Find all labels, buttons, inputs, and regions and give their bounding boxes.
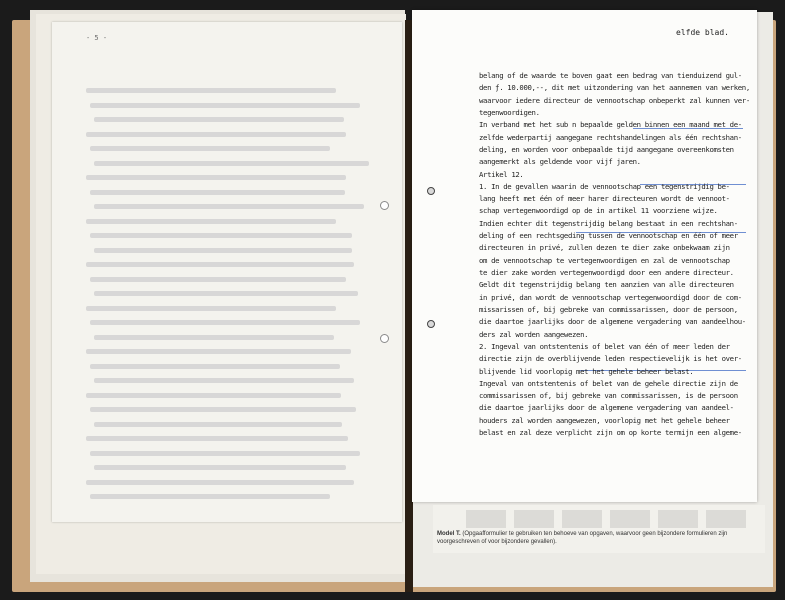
form-note xyxy=(437,530,759,546)
bleedthrough-line xyxy=(90,320,360,325)
punch-hole-right-lower xyxy=(427,320,435,328)
bleedthrough-line xyxy=(94,465,346,470)
text-line: missarissen of, bij gebreke van commissarissen, door de persoon, xyxy=(479,304,738,314)
bleedthrough-line xyxy=(94,291,358,296)
text-line: commissarissen of, bij gebreke van commissarissen, is de persoon xyxy=(479,391,738,401)
left-page-header: - 5 - xyxy=(86,34,108,42)
text-line: Indien echter dit tegenstrijdig belang bestaat in een rechtshan- xyxy=(479,218,738,228)
text-line: waarvoor iedere directeur de vennootschap onbeperkt zal kunnen ver- xyxy=(479,95,750,105)
bleedthrough-line xyxy=(86,436,348,441)
text-line: den ƒ. 10.000,--, dit met uitzondering van het aannemen van werken, xyxy=(479,83,750,93)
punch-hole-left-lower xyxy=(380,334,389,343)
text-line: die daartoe jaarlijks door de algemene vergadering van aandeelhou- xyxy=(479,317,746,327)
text-line: 1. In de gevallen waarin de vennootschap een tegenstrijdig be- xyxy=(479,181,730,191)
text-line: schap vertegenwoordigd op de in artikel 11 voorziene wijze. xyxy=(479,206,718,216)
bleedthrough-line xyxy=(94,422,342,427)
form-ghost-print xyxy=(466,510,746,528)
bleedthrough-line xyxy=(90,364,340,369)
bleedthrough-line xyxy=(90,277,346,282)
text-line: In verband met het sub n bepaalde gelden binnen een maand met de- xyxy=(479,120,742,130)
text-line: lang heeft met één of meer harer directeuren wordt de vennoot- xyxy=(479,194,730,204)
bleedthrough-line xyxy=(86,306,336,311)
bleedthrough-line xyxy=(86,349,351,354)
bleedthrough-line xyxy=(90,233,352,238)
text-line: deling of een rechtsgeding tussen de vennootschap en één of meer xyxy=(479,231,738,241)
text-line: belast en zal deze verplicht zijn om op korte termijn een algeme- xyxy=(479,428,742,438)
bleedthrough-line xyxy=(90,190,345,195)
text-line: te dier zake worden vertegenwoordigd door een andere directeur. xyxy=(479,268,734,277)
text-line: aangemerkt als geldende voor vijf jaren. xyxy=(479,157,641,167)
text-line: Geldt dit tegenstrijdig belang ten aanzien van alle directeuren xyxy=(479,280,734,290)
text-line: directie zijn de overblijvende leden respectievelijk is het over- xyxy=(479,354,742,364)
bleedthrough-line xyxy=(90,494,330,499)
form-note-text: (Opgaafformulier te gebruiken ten behoeve van opgaven, waarvoor geen bijzondere formulieren zijn voorgeschreven of voor bijzondere gevallen). xyxy=(437,531,728,545)
form-model-label: Model T. xyxy=(437,531,461,537)
bleedthrough-line xyxy=(94,117,344,122)
document-body-text xyxy=(479,70,759,439)
bleedthrough-line xyxy=(86,262,354,267)
punch-hole-left-upper xyxy=(380,201,389,210)
text-line: zelfde wederpartij aangegane rechtshandelingen als één rechtshan- xyxy=(479,132,742,142)
text-line: belang of de waarde te boven gaat een bedrag van tienduizend gul- xyxy=(479,71,742,80)
bleedthrough-line xyxy=(90,451,360,456)
text-line: Ingeval van ontstentenis of belet van de gehele directie zijn de xyxy=(479,378,738,388)
bleedthrough-line xyxy=(86,88,336,93)
bleedthrough-line xyxy=(94,161,369,166)
text-line: blijvende lid voorlopig met het gehele beheer belast. xyxy=(479,366,694,376)
text-line: tegenwoordigen. xyxy=(479,107,540,117)
bleedthrough-line xyxy=(86,132,346,137)
page-label: elfde blad. xyxy=(676,28,729,37)
bleedthrough-line xyxy=(94,204,364,209)
bleedthrough-line xyxy=(90,407,356,412)
text-line: ders zal worden aangewezen. xyxy=(479,329,589,339)
bleedthrough-line xyxy=(86,393,341,398)
text-line: deling, en worden voor onbepaalde tijd aangegane overeenkomsten xyxy=(479,144,734,154)
text-line: die daartoe jaarlijks door de algemene vergadering van aandeel- xyxy=(479,403,734,413)
bleedthrough-line xyxy=(94,248,352,253)
bleedthrough-line xyxy=(86,219,336,224)
text-line: Artikel 12. xyxy=(479,169,524,179)
bleedthrough-line xyxy=(86,175,346,180)
text-line: directeuren in privé, zullen dezen te dier zake onbekwaam zijn xyxy=(479,243,730,253)
text-line: om de vennootschap te vertegenwoordigen en zal de vennootschap xyxy=(479,255,730,265)
bleedthrough-line xyxy=(90,146,330,151)
bleedthrough-line xyxy=(90,103,360,108)
text-line: houders zal worden aangewezen, voorlopig met het gehele beheer xyxy=(479,415,730,425)
bleedthrough-line xyxy=(94,378,354,383)
left-page xyxy=(52,22,402,522)
punch-hole-right-upper xyxy=(427,187,435,195)
bleedthrough-line xyxy=(86,480,354,485)
text-line: in privé, dan wordt de vennootschap vertegenwoordigd door de com- xyxy=(479,292,742,302)
bleedthrough-line xyxy=(94,335,334,340)
text-line: 2. Ingeval van ontstentenis of belet van één of meer leden der xyxy=(479,341,730,351)
